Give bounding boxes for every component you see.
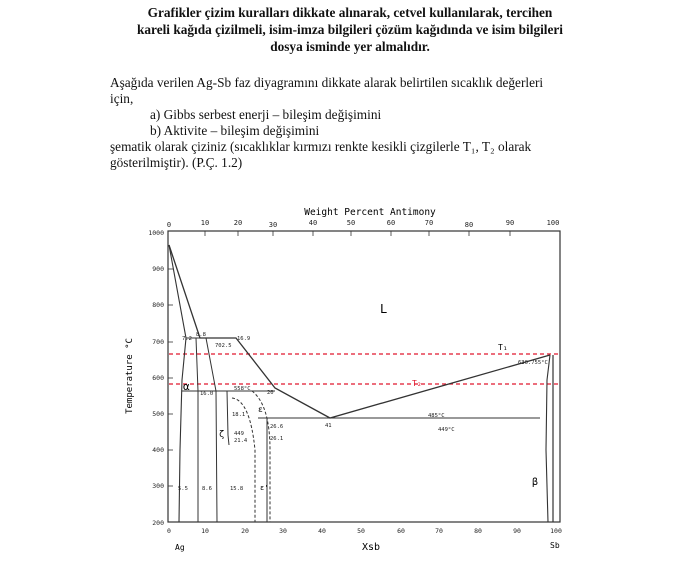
value-16-9: 16.9 <box>237 336 251 342</box>
value-449: 449 <box>234 431 244 437</box>
y-tick: 300 <box>152 482 164 490</box>
bottom-tick: 40 <box>318 527 326 535</box>
bottom-tick: 100 <box>550 527 562 535</box>
value-5-5: 5.5 <box>178 486 188 492</box>
value-15-8: 15.8 <box>230 486 244 492</box>
assignment-header <box>100 4 600 55</box>
top-tick: 40 <box>308 219 318 227</box>
y-tick: 1000 <box>148 229 164 237</box>
header-line-1: Grafikler çizim kuralları dikkate alınarak, cetvel kullanılarak, tercihen <box>147 5 553 20</box>
top-tick: 20 <box>233 219 243 227</box>
y-tick: 500 <box>152 410 164 418</box>
ag-label: Ag <box>175 543 185 552</box>
beta-boundary <box>546 355 550 522</box>
alpha-label: α <box>183 380 190 393</box>
epsilon-label: ε <box>258 405 263 414</box>
y-axis-title: Temperature °C <box>125 338 135 414</box>
liquid-label: L <box>380 302 388 316</box>
top-tick: 90 <box>505 219 515 227</box>
value-41: 41 <box>325 423 332 429</box>
y-tick: 400 <box>152 446 164 454</box>
epsilon-left <box>227 391 229 445</box>
header-line-3: dosya isminde yer almalıdır. <box>270 39 430 54</box>
value-21-4: 21.4 <box>234 438 248 444</box>
bottom-tick: 0 <box>167 527 171 535</box>
bottom-tick: 90 <box>513 527 521 535</box>
header-line-2: kareli kağıda çizilmeli, isim-imza bilgileri çözüm kağıdında ve isim bilgileri <box>137 22 563 37</box>
top-tick: 30 <box>268 221 278 229</box>
value-16-0: 16.0 <box>200 391 214 397</box>
value-26-1: 26.1 <box>270 436 284 442</box>
y-tick: 600 <box>152 374 164 382</box>
value-7-2: 7.2 <box>182 336 192 342</box>
sb-label: Sb <box>550 541 560 550</box>
value-449c: 449°C <box>438 427 455 433</box>
bottom-tick: 10 <box>201 527 209 535</box>
value-702-5: 702.5 <box>215 343 232 349</box>
value-630: 630.755°C <box>518 360 548 366</box>
value-26-6: 26.6 <box>270 424 284 430</box>
bottom-tick: 20 <box>241 527 249 535</box>
y-tick: 200 <box>152 519 164 527</box>
y-tick: 800 <box>152 301 164 309</box>
top-tick: 0 <box>166 221 172 229</box>
item-b: b) Aktivite – bileşim değişimini <box>150 123 320 138</box>
t2-label: T₂ <box>412 379 422 388</box>
ag-sb-phase-diagram <box>120 200 580 570</box>
epsilon-prime-label: ε' <box>260 484 269 492</box>
top-tick: 10 <box>200 219 210 227</box>
top-tick: 50 <box>346 219 356 227</box>
bottom-tick: 80 <box>474 527 482 535</box>
intro-line-2: için, <box>110 91 134 106</box>
value-558: 558°C <box>234 386 251 392</box>
y-tick: 900 <box>152 265 164 273</box>
intro-line-1: Aşağıda verilen Ag-Sb faz diyagramını dikkate alarak belirtilen sıcaklık değerleri <box>110 75 544 90</box>
top-tick: 80 <box>464 221 474 229</box>
phase-diagram-figure <box>120 200 580 575</box>
top-axis-title: Weight Percent Antimony <box>304 207 436 218</box>
value-485: 485°C <box>428 413 445 419</box>
zeta-right-boundary <box>206 338 217 522</box>
instruction-line-1: şematik olarak çiziniz (sıcaklıklar kırmızı renkte kesikli çizgilerle T₁, T₂ olarak <box>110 139 532 154</box>
instruction-line-2: gösterilmiştir). (P.Ç. 1.2) <box>110 155 243 170</box>
value-20: 20 <box>267 390 274 396</box>
bottom-tick: 70 <box>435 527 443 535</box>
question-text <box>110 75 610 171</box>
value-8-8: 8.8 <box>196 332 206 338</box>
item-a: a) Gibbs serbest enerji – bileşim değişimini <box>150 107 382 122</box>
zeta-label: ζ <box>219 430 225 440</box>
x-axis-label: Xsb <box>362 542 381 553</box>
bottom-tick: 50 <box>357 527 365 535</box>
top-tick: 60 <box>386 219 396 227</box>
beta-label: β <box>532 477 539 488</box>
top-tick: 100 <box>546 219 560 227</box>
t1-label: T₁ <box>498 343 508 352</box>
value-18-1: 18.1 <box>232 412 246 418</box>
bottom-tick: 60 <box>397 527 405 535</box>
bottom-tick: 30 <box>279 527 287 535</box>
plot-frame <box>168 231 560 522</box>
top-tick: 70 <box>424 219 434 227</box>
y-tick: 700 <box>152 338 164 346</box>
value-8-6: 8.6 <box>202 486 212 492</box>
zeta-left-boundary <box>196 338 198 522</box>
liquidus-line <box>169 245 550 418</box>
